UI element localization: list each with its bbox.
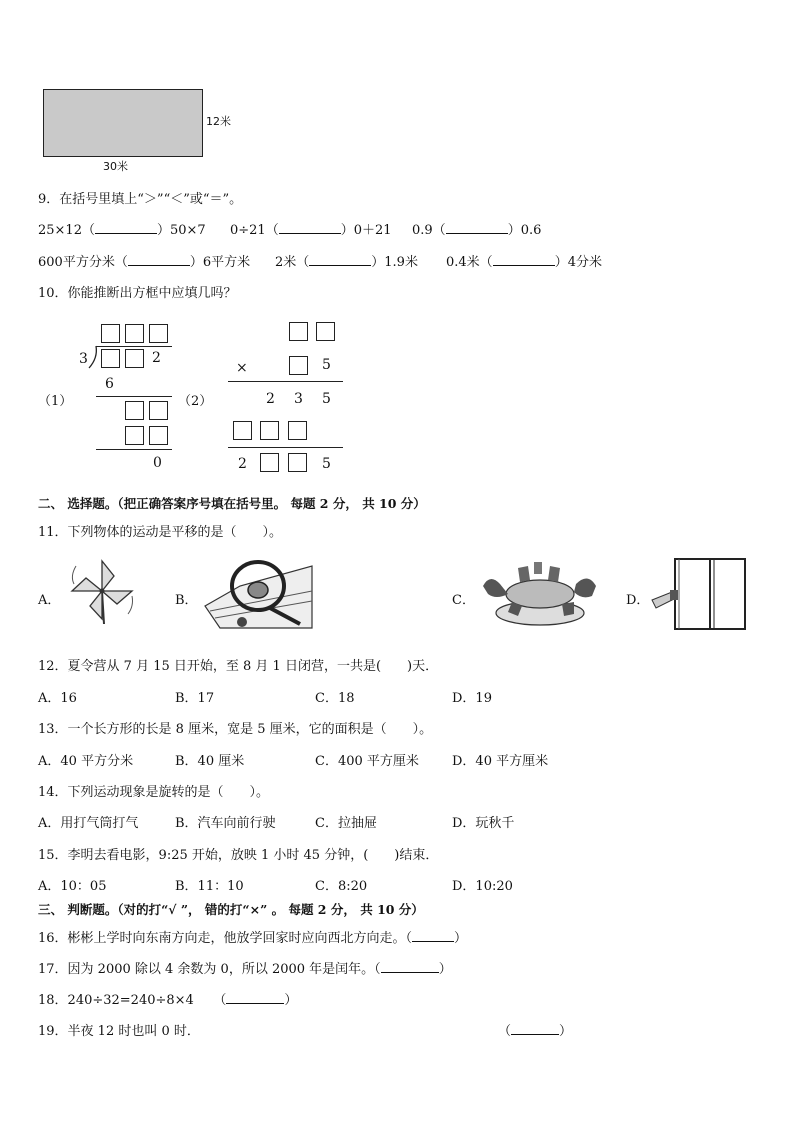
q13-option-b[interactable]: B．40 厘米 xyxy=(175,754,245,769)
q11-option-c-label[interactable]: C． xyxy=(452,593,475,608)
q15-option-c[interactable]: C．8:20 xyxy=(315,879,368,894)
q18-text: 18．240÷32=240÷8×4 （ xyxy=(38,993,227,1008)
q9-r2-i1-blank[interactable] xyxy=(128,253,190,266)
q12-stem: 12．夏令营从 7 月 15 日开始，至 8 月 1 日闭营，一共是( )天． xyxy=(38,659,439,674)
mul-line-1 xyxy=(228,381,343,382)
div-step2-box-2[interactable] xyxy=(149,401,168,420)
q13-option-d[interactable]: D．40 平方厘米 xyxy=(452,754,549,769)
q9-r2-i1-left: 600平方分米（ xyxy=(38,255,128,270)
q9-r1-i2-left: 0÷21（ xyxy=(230,223,279,238)
mul-p2-box-3[interactable] xyxy=(288,421,307,440)
q9-row1-item2 xyxy=(230,219,392,238)
div-dividend-box-1[interactable] xyxy=(101,349,120,368)
div-step3-box-2[interactable] xyxy=(149,426,168,445)
q9-row2-item3 xyxy=(446,251,602,270)
q11-option-a-label[interactable]: A． xyxy=(38,593,61,608)
q9-r1-i3-left: 0.9（ xyxy=(412,223,446,238)
mul-m1-box-1[interactable] xyxy=(289,322,308,341)
mul-m2-last: 5 xyxy=(322,357,331,373)
mul-m2-box[interactable] xyxy=(289,356,308,375)
q9-row1 xyxy=(38,219,206,238)
q12-option-a[interactable]: A．16 xyxy=(38,691,77,706)
q12-option-d[interactable]: D．19 xyxy=(452,691,492,706)
sliding-window-icon xyxy=(650,554,750,632)
q9-r2-i2-right: ）1.9米 xyxy=(371,255,418,270)
q9-r1-i2-right: ）0＋21 xyxy=(340,223,392,238)
div-step3-box-1[interactable] xyxy=(125,426,144,445)
q18-item xyxy=(38,989,297,1008)
q17-text: 17．因为 2000 除以 4 余数为 0，所以 2000 年是闰年。（ xyxy=(38,962,381,977)
q9-r2-i3-left: 0.4米（ xyxy=(446,255,493,270)
carousel-ride-icon xyxy=(478,558,603,630)
mul-total-first: 2 xyxy=(238,456,247,472)
q13-option-a[interactable]: A．40 平方分米 xyxy=(38,754,134,769)
q9-r1-i1-right: ）50×7 xyxy=(156,223,206,238)
q9-r1-i3-blank[interactable] xyxy=(446,221,508,234)
div-divisor: 3 xyxy=(79,351,88,367)
q14-option-c[interactable]: C．拉抽屉 xyxy=(315,816,377,831)
div-dividend-last: 2 xyxy=(152,350,161,366)
mul-line-2 xyxy=(228,447,343,448)
q16-text: 16．彬彬上学时向东南方向走，他放学回家时应向西北方向走。（ xyxy=(38,931,413,946)
mul-total-last: 5 xyxy=(322,456,331,472)
q12-option-c[interactable]: C．18 xyxy=(315,691,355,706)
q14-option-a[interactable]: A．用打气筒打气 xyxy=(38,816,139,831)
mul-m1-box-2[interactable] xyxy=(316,322,335,341)
q11-option-d-label[interactable]: D． xyxy=(626,593,650,608)
q14-option-b[interactable]: B．汽车向前行驶 xyxy=(175,816,276,831)
steering-wheel-icon xyxy=(200,556,315,631)
mul-p1-d2: 3 xyxy=(294,391,303,407)
q14-option-d[interactable]: D．玩秋千 xyxy=(452,816,515,831)
mul-total-box-2[interactable] xyxy=(288,453,307,472)
q9-row2 xyxy=(38,251,250,270)
q18-blank[interactable] xyxy=(226,991,284,1004)
div-dividend-box-2[interactable] xyxy=(125,349,144,368)
div-remainder: 0 xyxy=(153,455,162,471)
q19-open: （ xyxy=(498,1024,512,1039)
q9-r1-i2-blank[interactable] xyxy=(279,221,341,234)
div-bar xyxy=(96,346,172,347)
q15-option-a[interactable]: A．10：05 xyxy=(38,879,107,894)
q18-close: ） xyxy=(284,993,298,1008)
rectangle-width-label: 30米 xyxy=(103,160,128,173)
q9-stem: 9．在括号里填上“＞”“＜”或“＝”。 xyxy=(38,192,243,207)
q17-close: ） xyxy=(438,962,452,977)
mul-p2-box-2[interactable] xyxy=(260,421,279,440)
q12-option-b[interactable]: B．17 xyxy=(175,691,215,706)
q10-part1-label: （1） xyxy=(38,394,73,409)
q19-answer xyxy=(498,1020,572,1039)
q10-part2-label: （2） xyxy=(178,394,213,409)
q9-r1-i1-blank[interactable] xyxy=(95,221,157,234)
q15-option-d[interactable]: D．10:20 xyxy=(452,879,513,894)
q10-stem: 10．你能推断出方框中应填几吗？ xyxy=(38,286,237,301)
pinwheel-icon xyxy=(62,556,142,626)
q9-r2-i2-left: 2米（ xyxy=(275,255,310,270)
mul-p2-box-1[interactable] xyxy=(233,421,252,440)
div-quotient-box-3[interactable] xyxy=(149,324,168,343)
div-line-2 xyxy=(96,449,172,450)
q11-stem: 11．下列物体的运动是平移的是（ ）。 xyxy=(38,525,283,540)
q11-option-b-label[interactable]: B． xyxy=(175,593,198,608)
q9-r2-i3-blank[interactable] xyxy=(493,253,555,266)
div-bracket xyxy=(88,346,98,368)
q19-close: ） xyxy=(559,1024,573,1039)
mul-times-sign: × xyxy=(236,360,248,376)
div-line-1 xyxy=(96,396,172,397)
q19-text: 19．半夜 12 时也叫 0 时． xyxy=(38,1024,200,1039)
q9-r1-i3-right: ）0.6 xyxy=(507,223,542,238)
mul-p1-d3: 5 xyxy=(322,391,331,407)
mul-total-box-1[interactable] xyxy=(260,453,279,472)
q16-close: ） xyxy=(454,931,468,946)
section2-title: 二、 选择题。（把正确答案序号填在括号里。 每题 2 分， 共 10 分） xyxy=(38,496,426,511)
q17-blank[interactable] xyxy=(381,960,439,973)
section3-title: 三、 判断题。（对的打“√ ”， 错的打“×” 。 每题 2 分， 共 10 分） xyxy=(38,902,424,917)
q16-item xyxy=(38,927,467,946)
rectangle-figure xyxy=(43,89,203,157)
mul-p1-d1: 2 xyxy=(266,391,275,407)
q14-stem: 14．下列运动现象是旋转的是（ ）。 xyxy=(38,785,270,800)
q13-stem: 13．一个长方形的长是 8 厘米，宽是 5 厘米，它的面积是（ ）。 xyxy=(38,722,433,737)
div-quotient-box-2[interactable] xyxy=(125,324,144,343)
q9-row2-item2 xyxy=(275,251,418,270)
q9-row1-item3 xyxy=(412,219,541,238)
rectangle-height-label: 12米 xyxy=(206,115,231,128)
q9-r2-i3-right: ）4分米 xyxy=(554,255,602,270)
q15-stem: 15．李明去看电影，9:25 开始，放映 1 小时 45 分钟，( )结束． xyxy=(38,848,439,863)
q15-option-b[interactable]: B．11：10 xyxy=(175,879,244,894)
q17-item xyxy=(38,958,452,977)
q9-r1-i1-left: 25×12（ xyxy=(38,223,95,238)
q9-r2-i1-right: ）6平方米 xyxy=(189,255,251,270)
div-step2-box-1[interactable] xyxy=(125,401,144,420)
div-quotient-box-1[interactable] xyxy=(101,324,120,343)
q13-option-c[interactable]: C．400 平方厘米 xyxy=(315,754,419,769)
q19-blank[interactable] xyxy=(511,1022,559,1035)
q9-r2-i2-blank[interactable] xyxy=(309,253,371,266)
q16-blank[interactable] xyxy=(412,929,454,942)
div-sub1: 6 xyxy=(105,376,114,392)
